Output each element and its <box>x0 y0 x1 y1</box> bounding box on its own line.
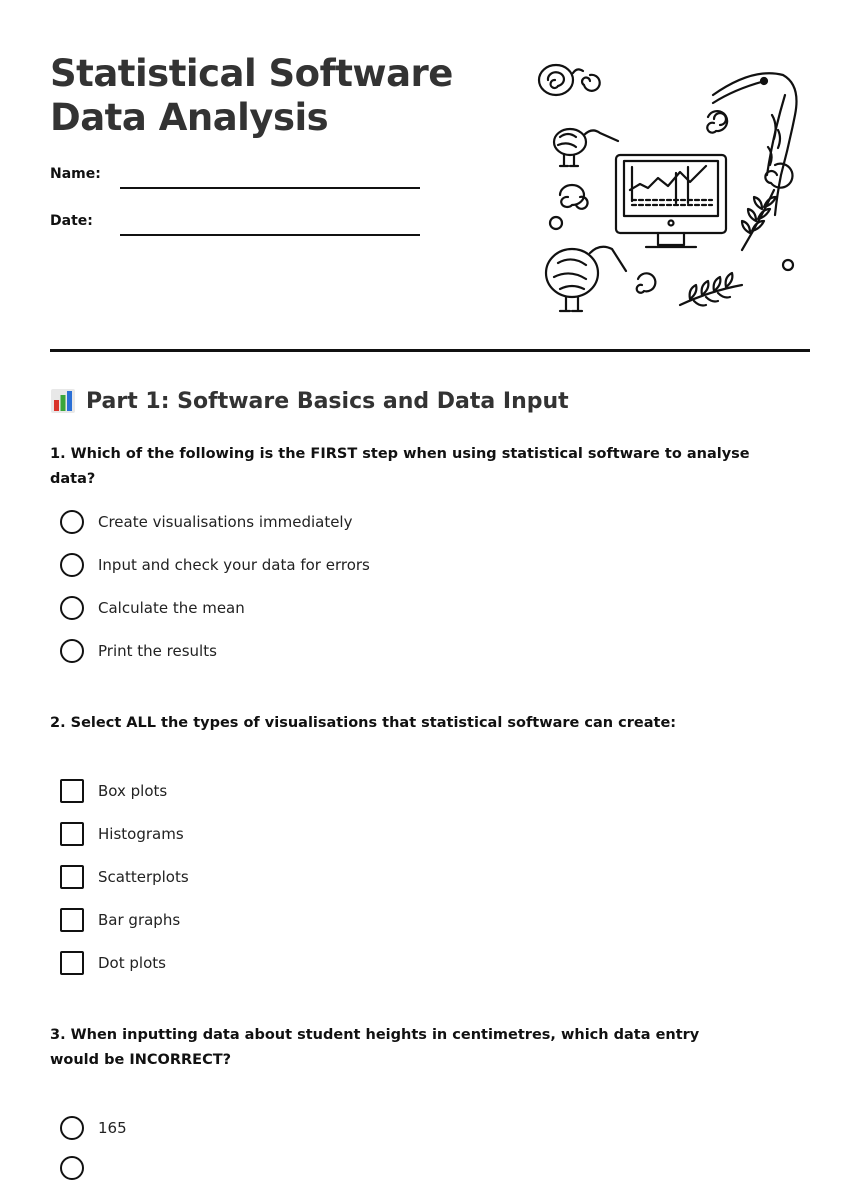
option-label: Scatterplots <box>98 868 189 886</box>
q1-option-3[interactable] <box>60 596 245 620</box>
kiwi-computer-illustration <box>530 55 805 320</box>
kiwi-bird-icon <box>546 247 626 311</box>
question-1: 1. Which of the following is the FIRST step when using statistical software to analyse data? <box>50 446 750 487</box>
computer-monitor-icon <box>616 155 726 247</box>
question-3: 3. When inputting data about student heights in centimetres, which data entry would be INCORRECT? <box>50 1027 700 1068</box>
q3-option-2-partial[interactable] <box>60 1156 84 1180</box>
checkbox[interactable] <box>60 779 84 803</box>
koru-swirl-icon <box>539 65 600 95</box>
option-label: Create visualisations immediately <box>98 513 353 531</box>
fern-leaf-icon <box>742 190 793 270</box>
checkbox[interactable] <box>60 908 84 932</box>
radio-button[interactable] <box>60 639 84 663</box>
q2-option-5[interactable] <box>60 951 166 975</box>
option-label: Calculate the mean <box>98 599 245 617</box>
kiwi-bird-icon <box>554 129 618 166</box>
section-divider <box>50 349 810 352</box>
fern-leaf-icon <box>680 273 742 306</box>
radio-button[interactable] <box>60 1156 84 1180</box>
radio-button[interactable] <box>60 596 84 620</box>
checkbox[interactable] <box>60 822 84 846</box>
koru-swirl-icon <box>707 111 727 133</box>
title-line-1: Statistical Software <box>50 52 453 95</box>
checkbox[interactable] <box>60 951 84 975</box>
option-label: Bar graphs <box>98 911 181 929</box>
q2-option-1[interactable] <box>60 779 167 803</box>
option-label: 165 <box>98 1119 127 1137</box>
q1-option-1[interactable] <box>60 510 352 534</box>
q3-option-1[interactable] <box>60 1116 127 1140</box>
title-line-2: Data Analysis <box>50 96 329 139</box>
question-2: 2. Select ALL the types of visualisations that statistical software can create: <box>50 715 677 731</box>
bar-chart-icon <box>50 388 76 414</box>
radio-button[interactable] <box>60 1116 84 1140</box>
q1-option-2[interactable] <box>60 553 370 577</box>
q1-option-4[interactable] <box>60 639 217 663</box>
worksheet-title <box>50 52 453 140</box>
section-title-text: Part 1: Software Basics and Data Input <box>86 388 569 414</box>
option-label: Histograms <box>98 825 184 843</box>
name-field[interactable] <box>120 187 420 189</box>
name-label: Name: <box>50 166 101 182</box>
radio-button[interactable] <box>60 553 84 577</box>
koru-swirl-icon <box>637 273 656 292</box>
checkbox[interactable] <box>60 865 84 889</box>
q2-option-3[interactable] <box>60 865 189 889</box>
option-label: Dot plots <box>98 954 166 972</box>
option-label: Input and check your data for errors <box>98 556 370 574</box>
date-field[interactable] <box>120 234 420 236</box>
section-heading <box>50 388 569 414</box>
date-label: Date: <box>50 213 93 229</box>
q2-option-2[interactable] <box>60 822 184 846</box>
option-label: Box plots <box>98 782 168 800</box>
option-label: Print the results <box>98 642 217 660</box>
koru-swirl-icon <box>550 185 588 229</box>
radio-button[interactable] <box>60 510 84 534</box>
q2-option-4[interactable] <box>60 908 180 932</box>
